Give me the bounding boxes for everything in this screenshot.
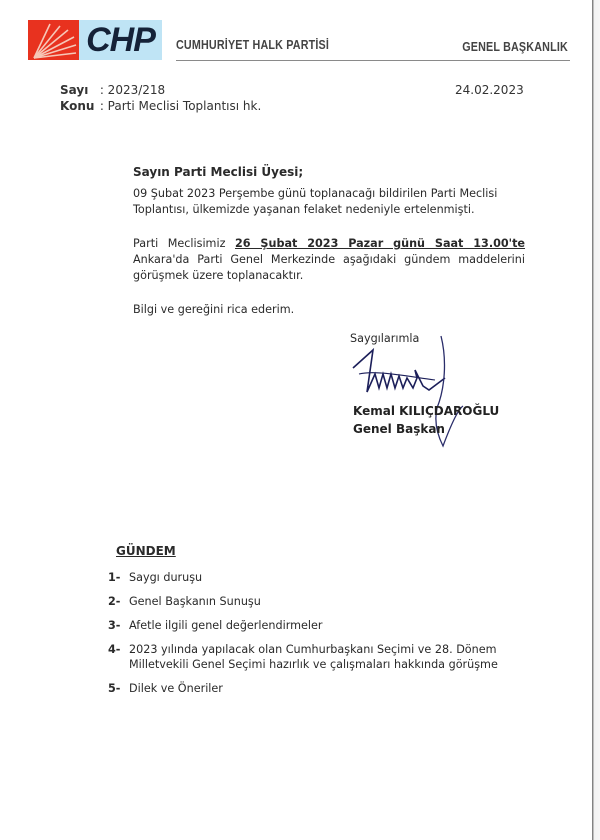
agenda-item — [108, 594, 528, 609]
logo-text: CHP — [86, 21, 155, 59]
paragraph-postponement: 09 Şubat 2023 Perşembe günü toplanacağı bildirilen Parti Meclisi Toplantısı, ülkemizde yaşanan felaket nedeniyle ertelenmişti. — [133, 187, 498, 216]
konu-label: Konu — [60, 99, 95, 113]
konu-value: : Parti Meclisi Toplantısı hk. — [99, 99, 262, 113]
agenda-item-text: Dilek ve Öneriler — [129, 682, 223, 695]
agenda-item-text: 2023 yılında yapılacak olan Cumhurbaşkanı Seçimi ve 28. Dönem Milletvekili Genel Seçimi hazırlık ve çalışmaları hakkında görüşme — [129, 643, 498, 671]
agenda-item-number: 3- — [108, 619, 121, 632]
agenda-item — [108, 681, 528, 696]
chp-logo — [28, 20, 162, 60]
agenda-item-text: Genel Başkanın Sunuşu — [129, 595, 261, 608]
six-arrows-icon — [28, 20, 79, 60]
letter-date: 24.02.2023 — [455, 83, 524, 97]
agenda-item — [108, 618, 528, 633]
closing: Saygılarımla — [350, 332, 420, 345]
sayi-value: : 2023/218 — [99, 83, 166, 97]
para2-post: Ankara'da Parti Genel Merkezinde aşağıdaki gündem maddelerini görüşmek üzere toplanacaktır. — [133, 253, 525, 282]
agenda-item — [108, 570, 528, 585]
para2-pre: Parti Meclisimiz — [133, 237, 235, 250]
agenda-item — [108, 642, 528, 672]
agenda-title: GÜNDEM — [116, 544, 176, 558]
signer-name: Kemal KILIÇDAROĞLU — [353, 404, 500, 418]
meeting-datetime: 26 Şubat 2023 Pazar günü Saat 13.00'te — [234, 237, 526, 250]
agenda-item-text: Saygı duruşu — [129, 571, 203, 584]
logo-wordmark — [79, 20, 162, 60]
reference-number — [60, 83, 165, 97]
agenda-list — [108, 570, 528, 705]
office-name: GENEL BAŞKANLIK — [462, 40, 568, 54]
agenda-item-number: 4- — [108, 643, 121, 656]
agenda-item-text: Afetle ilgili genel değerlendirmeler — [129, 619, 323, 632]
agenda-item-number: 2- — [108, 595, 121, 608]
sayi-label: Sayı — [60, 83, 89, 97]
subject — [60, 99, 261, 113]
paragraph-meeting-details — [133, 236, 525, 284]
party-name: CUMHURİYET HALK PARTİSİ — [176, 38, 330, 52]
agenda-item-number: 1- — [108, 571, 121, 584]
header-divider — [176, 60, 570, 61]
salutation: Sayın Parti Meclisi Üyesi; — [133, 165, 304, 179]
agenda-item-number: 5- — [108, 682, 121, 695]
paragraph-request: Bilgi ve gereğini rica ederim. — [133, 303, 295, 316]
page-edge — [592, 0, 600, 840]
signer-title: Genel Başkan — [353, 422, 445, 436]
